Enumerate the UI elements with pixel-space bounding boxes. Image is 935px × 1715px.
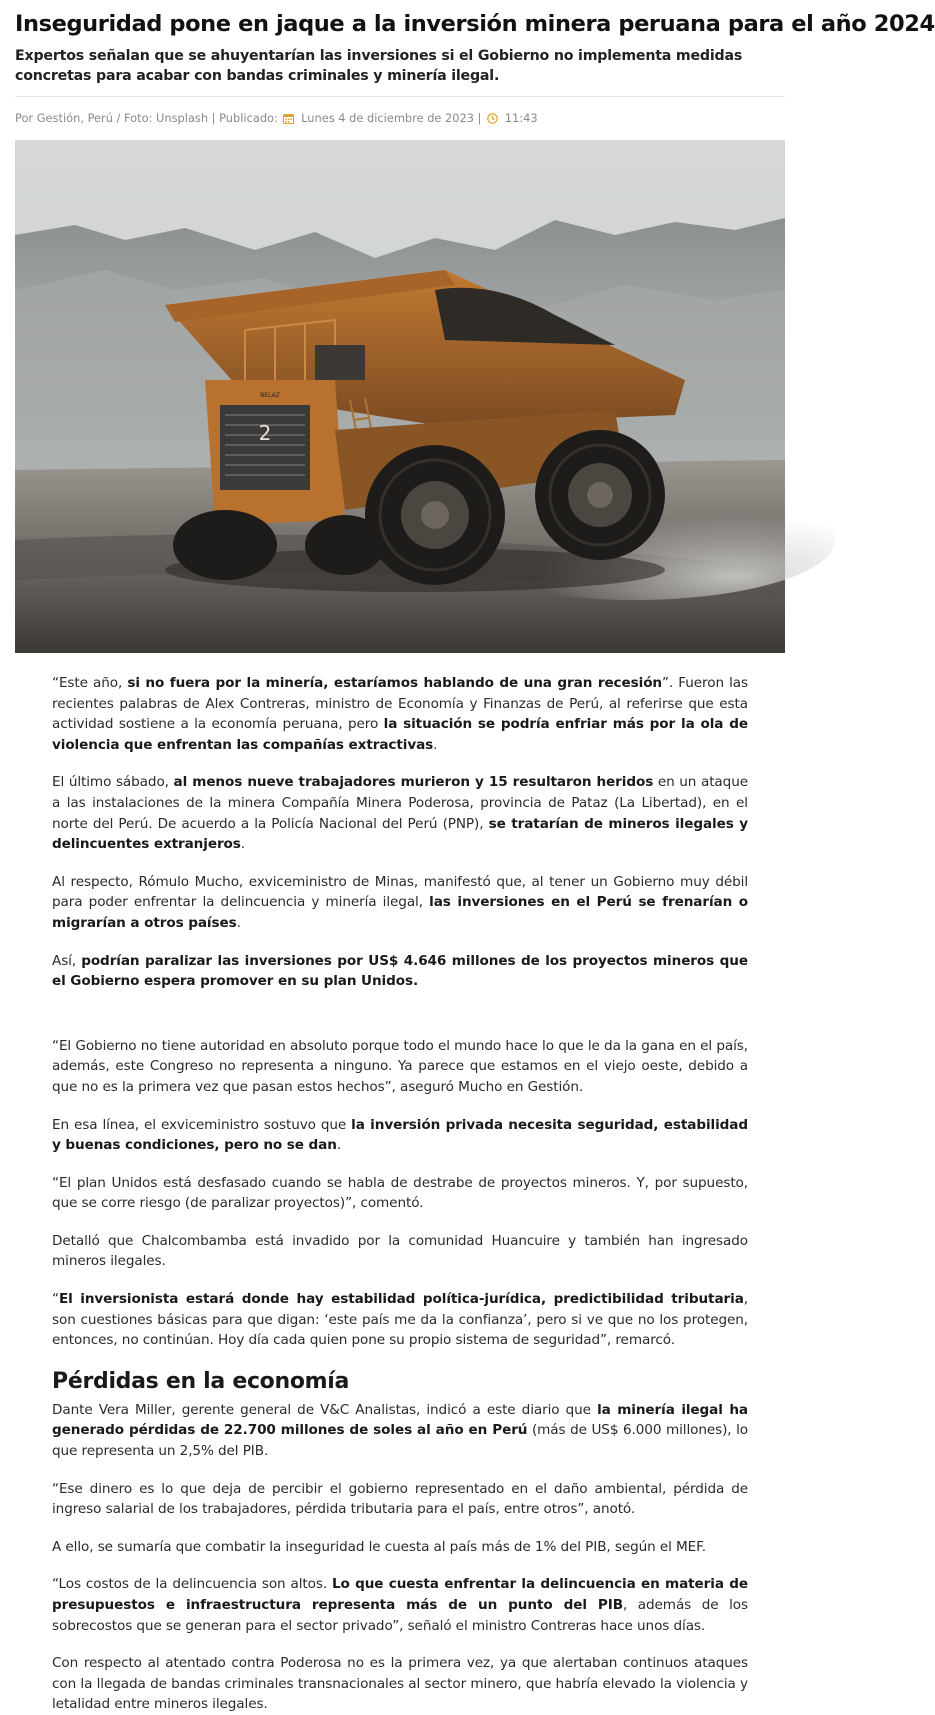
article-paragraph xyxy=(52,1289,748,1351)
text-run: En esa línea, el exviceministro sostuvo que xyxy=(52,1116,352,1133)
bold-run: se tratarían de mineros ilegales y delincuentes extranjeros xyxy=(52,815,748,853)
text-run: en un ataque a las instalaciones de la minera Compañía Minera Poderosa, provincia de Pataz (La Libertad), en el norte del Perú. De acuerdo a la Policía Nacional del Perú (PNP), xyxy=(52,774,748,832)
text-run: El último sábado, xyxy=(52,774,174,791)
article-paragraph xyxy=(52,1574,748,1636)
article-paragraph xyxy=(52,872,748,934)
text-run: Dante Vera Miller, gerente general de V&C Analistas, indicó a este diario que xyxy=(52,1401,598,1418)
article-paragraph xyxy=(52,1173,748,1214)
text-run: Así, xyxy=(52,952,82,969)
article-paragraph xyxy=(52,1479,748,1520)
text-run: “Los costos de la delincuencia son altos. xyxy=(52,1576,332,1593)
publish-time: 11:43 xyxy=(504,111,538,125)
truck-brand: BELAZ xyxy=(260,392,280,399)
article-paragraph xyxy=(52,1537,748,1558)
text-run: . xyxy=(236,914,241,931)
text-run: , además de los sobrecostos que se generan para el sector privado”, señaló el ministro Contreras hace unos días. xyxy=(52,1597,749,1634)
article-paragraph xyxy=(52,772,748,854)
article-meta xyxy=(15,109,785,127)
bold-run: podrían paralizar las inversiones por US$ 4.646 millones de los proyectos mineros que el Gobierno espera promover en su plan Unidos. xyxy=(52,952,748,990)
text-run: ”. Fueron las recientes palabras de Alex Contreras, ministro de Economía y Finanzas de Perú, al referirse que esta actividad sostiene a la economía peruana, pero xyxy=(52,675,748,733)
article-paragraph xyxy=(52,1231,748,1272)
bold-run: El inversionista estará donde hay estabilidad política-jurídica, predictibilidad tributaria xyxy=(58,1291,744,1308)
article-paragraph xyxy=(52,1653,748,1715)
calendar-icon xyxy=(283,111,294,129)
truck-number: 2 xyxy=(258,421,272,445)
article-paragraph xyxy=(52,1115,748,1156)
article-paragraph xyxy=(52,1400,748,1462)
section-heading: Pérdidas en la economía xyxy=(52,1368,350,1394)
text-run: , son cuestiones básicas para que digan: ‘este país me da la confianza’, pero si ve que no los protegen, entonces, no continúan. Hoy día cada quien pone su propio sistema de seguridad”, remarcó. xyxy=(52,1291,748,1349)
text-run: . xyxy=(433,736,438,753)
subheadline: Expertos señalan que se ahuyentarían las inversiones si el Gobierno no implementa medidas concretas para acabar con bandas criminales y minería ilegal. xyxy=(15,48,743,84)
article-paragraph xyxy=(52,1036,748,1098)
bold-run: al menos nueve trabajadores murieron y 15 resultaron heridos xyxy=(173,774,654,791)
text-run: “El plan Unidos está desfasado cuando se habla de destrabe de proyectos mineros. Y, por supuesto, que se corre riesgo (de paralizar proyectos)”, comentó. xyxy=(52,1174,748,1212)
text-run: . xyxy=(336,1137,342,1154)
text-run: Detalló que Chalcombamba está invadido por la comunidad Huancuire y también han ingresado mineros ilegales. xyxy=(52,1232,748,1270)
hero-image xyxy=(15,140,785,653)
article-paragraph xyxy=(52,673,748,755)
divider xyxy=(15,96,785,97)
bold-run: las inversiones en el Perú se frenarían o migrarían a otros países xyxy=(52,894,748,931)
text-run: “Ese dinero es lo que deja de percibir el gobierno representado en el daño ambiental, pérdida de ingreso salarial de los trabajadores, pérdida tributaria para el país, entre otros”, anotó. xyxy=(52,1480,748,1518)
bold-run: Lo que cuesta enfrentar la delincuencia en materia de presupuestos e infraestructura representa más de un punto del PIB xyxy=(52,1576,748,1613)
bold-run: la situación se podría enfriar más por la ola de violencia que enfrentan las compañías extractivas xyxy=(52,716,748,753)
bold-run: si no fuera por la minería, estaríamos hablando de una gran recesión xyxy=(127,675,663,691)
article-paragraph xyxy=(52,951,748,992)
byline: Por Gestión, Perú / Foto: Unsplash | Publicado: xyxy=(15,111,278,125)
article-body xyxy=(15,673,785,1715)
section-spacer xyxy=(52,1009,748,1036)
publish-date: Lunes 4 de diciembre de 2023 | xyxy=(301,111,482,125)
headline: Inseguridad pone en jaque a la inversión minera peruana para el año 2024 xyxy=(15,11,935,37)
text-run: “ xyxy=(52,1291,59,1308)
text-run: Con respecto al atentado contra Poderosa no es la primera vez, ya que alertaban continuos ataques con la llegada de bandas criminales transnacionales al sector minero, que habría elevado la violencia y letalidad entre mineros ilegales. xyxy=(52,1655,748,1713)
text-run: Al respecto, Rómulo Mucho, exviceministro de Minas, manifestó que, al tener un Gobierno muy débil para poder enfrentar la delincuencia y minería ilegal, xyxy=(52,873,748,911)
bold-run: la minería ilegal ha generado pérdidas de 22.700 millones de soles al año en Perú xyxy=(52,1401,748,1439)
text-run: . xyxy=(240,836,246,853)
clock-icon xyxy=(487,111,498,129)
bold-run: la inversión privada necesita seguridad, estabilidad y buenas condiciones, pero no se dan xyxy=(52,1116,748,1154)
text-run: “El Gobierno no tiene autoridad en absoluto porque todo el mundo hace lo que le da la gana en el país, además, este Congreso no representa a ninguno. Ya parece que estamos en el viejo oeste, debido a que no es la primera vez que pasan estos hechos”, aseguró Mucho en Gestión. xyxy=(52,1037,748,1095)
text-run: “Este año, xyxy=(52,675,128,691)
text-run: (más de US$ 6.000 millones), lo que representa un 2,5% del PIB. xyxy=(52,1422,748,1460)
text-run: A ello, se sumaría que combatir la inseguridad le cuesta al país más de 1% del PIB, según el MEF. xyxy=(52,1538,706,1555)
